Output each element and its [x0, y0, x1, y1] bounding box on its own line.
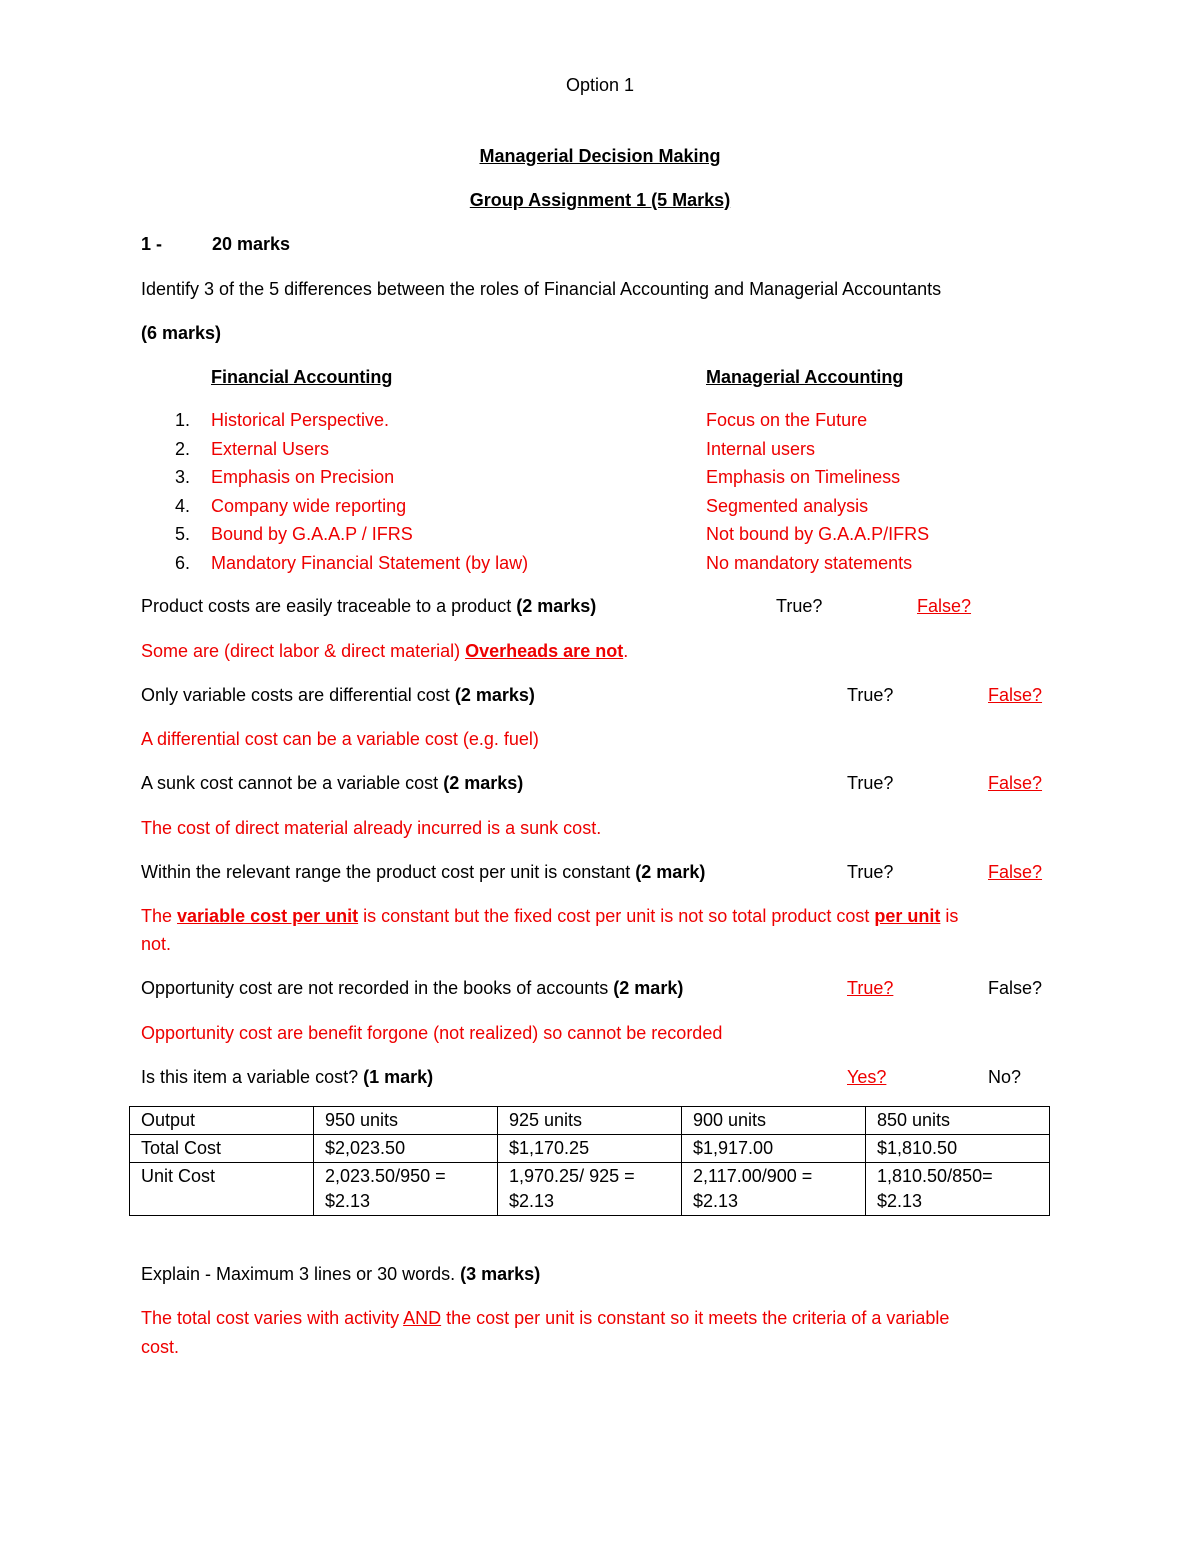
- table-row: [130, 1135, 1050, 1163]
- table-cell: 850 units: [866, 1107, 1050, 1135]
- option-no: No?: [988, 1067, 1022, 1087]
- list-item-number: 1.: [175, 410, 191, 430]
- option-false-selected: False?: [988, 773, 1043, 793]
- cell-line: 2,023.50/950 =: [325, 1166, 446, 1186]
- answer-emphasis: per unit: [874, 906, 941, 926]
- financial-accounting-heading: Financial Accounting: [211, 367, 393, 387]
- statement-text: [141, 1066, 433, 1088]
- table-row: [130, 1107, 1050, 1135]
- cell-line: 2,117.00/900 =: [693, 1166, 813, 1186]
- answer-emphasis: AND: [403, 1308, 442, 1328]
- list-item-number: 2.: [175, 439, 191, 459]
- statement-label: Product costs are easily traceable to a product: [141, 596, 512, 616]
- financial-item: External Users: [211, 439, 330, 459]
- option-true: True?: [847, 862, 894, 882]
- explain-answer-continued: cost.: [141, 1337, 180, 1357]
- option-true-selected: True?: [847, 978, 894, 998]
- option-false-selected: False?: [988, 685, 1043, 705]
- cell-line: $2.13: [509, 1191, 555, 1211]
- managerial-item: Segmented analysis: [706, 496, 869, 516]
- statement-text: [141, 595, 596, 617]
- managerial-item: No mandatory statements: [706, 553, 913, 573]
- statement-text: [141, 977, 683, 999]
- cell-line: Unit Cost: [141, 1166, 216, 1186]
- question-prompt-marks: (6 marks): [141, 323, 222, 343]
- cost-table: [129, 1106, 1050, 1216]
- managerial-item: Focus on the Future: [706, 410, 868, 430]
- list-item-number: 3.: [175, 467, 191, 487]
- answer-part: The: [141, 906, 178, 926]
- statement-label: Only variable costs are differential cost: [141, 685, 450, 705]
- cell-line: 1,970.25/ 925 =: [509, 1166, 635, 1186]
- statement-text: [141, 861, 705, 883]
- answer-part: is constant but the fixed cost per unit is not so total product cost: [358, 906, 875, 926]
- option-yes-selected: Yes?: [847, 1067, 887, 1087]
- statement-label: Opportunity cost are not recorded in the books of accounts: [141, 978, 609, 998]
- answer-emphasis: variable cost per unit: [177, 906, 359, 926]
- table-cell: 950 units: [314, 1107, 498, 1135]
- financial-item: Mandatory Financial Statement (by law): [211, 553, 529, 573]
- option-true: True?: [847, 685, 894, 705]
- answer-part: The total cost varies with activity: [141, 1308, 404, 1328]
- table-cell: Total Cost: [130, 1135, 314, 1163]
- table-cell: $2,023.50: [314, 1135, 498, 1163]
- table-row: [130, 1163, 1050, 1216]
- financial-item: Bound by G.A.A.P / IFRS: [211, 524, 413, 544]
- cell-line: 1,810.50/850=: [877, 1166, 993, 1186]
- statement-answer: Opportunity cost are benefit forgone (not realized) so cannot be recorded: [141, 1023, 723, 1043]
- table-cell: [682, 1163, 866, 1216]
- statement-marks: (2 mark): [613, 978, 684, 998]
- table-cell: 900 units: [682, 1107, 866, 1135]
- option-true: True?: [847, 773, 894, 793]
- financial-item: Emphasis on Precision: [211, 467, 395, 487]
- option-false-selected: False?: [988, 862, 1043, 882]
- statement-text: [141, 684, 535, 706]
- statement-marks: (2 marks): [516, 596, 597, 616]
- managerial-item: Emphasis on Timeliness: [706, 467, 901, 487]
- answer-part: Some are (direct labor & direct material): [141, 641, 466, 661]
- list-item-number: 6.: [175, 553, 191, 573]
- cell-line: $2.13: [877, 1191, 923, 1211]
- answer-part: .: [623, 641, 629, 661]
- statement-text: [141, 772, 523, 794]
- option-true: True?: [776, 596, 823, 616]
- statement-marks: (2 marks): [454, 685, 535, 705]
- table-cell: Output: [130, 1107, 314, 1135]
- explain-answer: [141, 1307, 949, 1329]
- managerial-accounting-heading: Managerial Accounting: [706, 367, 904, 387]
- table-cell: 925 units: [498, 1107, 682, 1135]
- statement-marks: (2 mark): [635, 862, 706, 882]
- statement-marks: (2 marks): [443, 773, 524, 793]
- question-number: 1 -: [141, 234, 163, 254]
- assignment-title: Group Assignment 1 (5 Marks): [469, 190, 731, 210]
- course-title: Managerial Decision Making: [479, 146, 721, 166]
- answer-emphasis: Overheads are not: [465, 641, 624, 661]
- managerial-item: Not bound by G.A.A.P/IFRS: [706, 524, 930, 544]
- table-cell: $1,917.00: [682, 1135, 866, 1163]
- financial-item: Historical Perspective.: [211, 410, 390, 430]
- option-false-selected: False?: [917, 596, 972, 616]
- question-marks: 20 marks: [212, 234, 291, 254]
- table-cell: [314, 1163, 498, 1216]
- table-cell: $1,810.50: [866, 1135, 1050, 1163]
- table-cell: [866, 1163, 1050, 1216]
- statement-marks: (1 mark): [363, 1067, 434, 1087]
- explain-prompt: [141, 1263, 540, 1285]
- statement-answer: [141, 640, 628, 662]
- list-item-number: 5.: [175, 524, 191, 544]
- option-false: False?: [988, 978, 1043, 998]
- list-item-number: 4.: [175, 496, 191, 516]
- question-prompt: Identify 3 of the 5 differences between the roles of Financial Accounting and Managerial Accountants: [141, 279, 942, 299]
- cell-line: $2.13: [693, 1191, 739, 1211]
- statement-label: Is this item a variable cost?: [141, 1067, 359, 1087]
- statement-answer: A differential cost can be a variable cost (e.g. fuel): [141, 729, 539, 749]
- statement-label: A sunk cost cannot be a variable cost: [141, 773, 439, 793]
- page-option-label: Option 1: [565, 75, 635, 95]
- financial-item: Company wide reporting: [211, 496, 407, 516]
- table-cell: $1,170.25: [498, 1135, 682, 1163]
- explain-marks: (3 marks): [460, 1264, 541, 1284]
- table-cell: [498, 1163, 682, 1216]
- statement-answer-continued: not.: [141, 934, 172, 954]
- statement-label: Within the relevant range the product cost per unit is constant: [141, 862, 631, 882]
- managerial-item: Internal users: [706, 439, 816, 459]
- statement-answer: [141, 905, 958, 927]
- statement-answer: The cost of direct material already incurred is a sunk cost.: [141, 818, 602, 838]
- explain-label: Explain - Maximum 3 lines or 30 words.: [141, 1264, 456, 1284]
- table-cell: [130, 1163, 314, 1216]
- answer-part: is: [940, 906, 959, 926]
- cell-line: $2.13: [325, 1191, 371, 1211]
- answer-part: the cost per unit is constant so it meets the criteria of a variable: [441, 1308, 950, 1328]
